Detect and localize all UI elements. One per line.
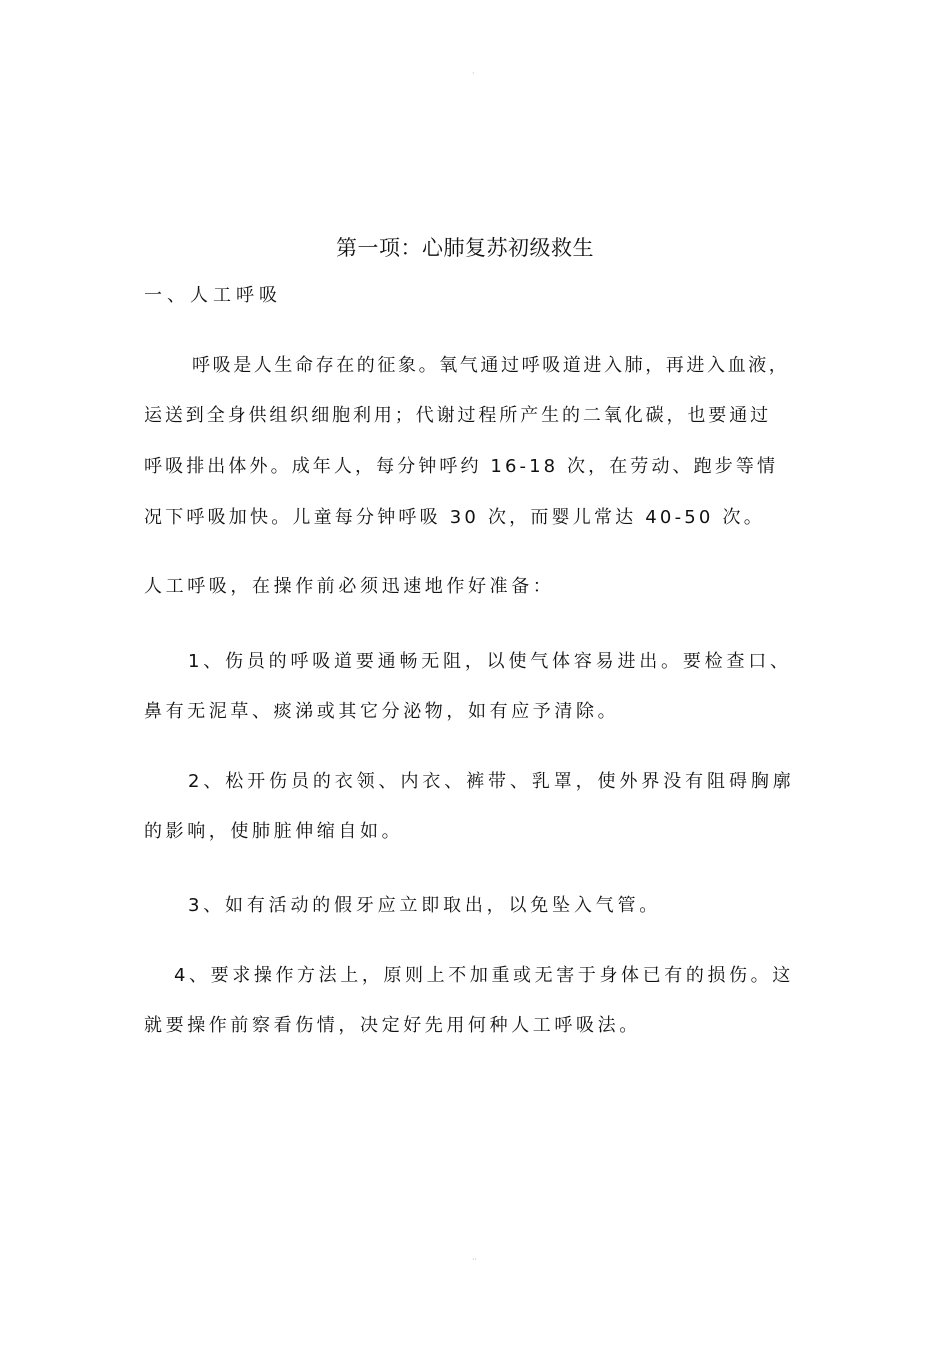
header-mark: · — [472, 69, 475, 78]
intro-line: 人工呼吸，在操作前必须迅速地作好准备： — [144, 576, 555, 597]
list-item-line: 2、松开伤员的衣领、内衣、裤带、乳罩，使外界没有阻碍胸廓 — [188, 771, 795, 792]
paragraph-line: 呼吸排出体外。成年人，每分钟呼约 16-18 次，在劳动、跑步等情 — [144, 456, 779, 477]
list-item-line: 鼻有无泥草、痰涕或其它分泌物，如有应予清除。 — [144, 701, 620, 722]
list-item-line: 3、如有活动的假牙应立即取出，以免坠入气管。 — [188, 895, 662, 916]
footer-mark: ·· — [472, 1255, 478, 1264]
list-item-line: 就要操作前察看伤情，决定好先用何种人工呼吸法。 — [144, 1015, 641, 1036]
list-item-line: 的影响，使肺脏伸缩自如。 — [144, 821, 404, 842]
paragraph-line: 运送到全身供组织细胞利用；代谢过程所产生的二氧化碳，也要通过 — [144, 405, 771, 426]
paragraph-line: 况下呼吸加快。儿童每分钟呼吸 30 次，而婴儿常达 40-50 次。 — [144, 507, 765, 528]
list-item-line: 4、要求操作方法上，原则上不加重或无害于身体已有的损伤。这 — [174, 965, 794, 986]
page-title: 第一项：心肺复苏初级救生 — [336, 236, 594, 260]
section-heading: 一、人工呼吸 — [144, 285, 282, 306]
paragraph-line: 呼吸是人生命存在的征象。氧气通过呼吸道进入肺，再进入血液， — [192, 355, 790, 376]
list-item-line: 1、伤员的呼吸道要通畅无阻，以使气体容易进出。要检查口、 — [188, 651, 792, 672]
